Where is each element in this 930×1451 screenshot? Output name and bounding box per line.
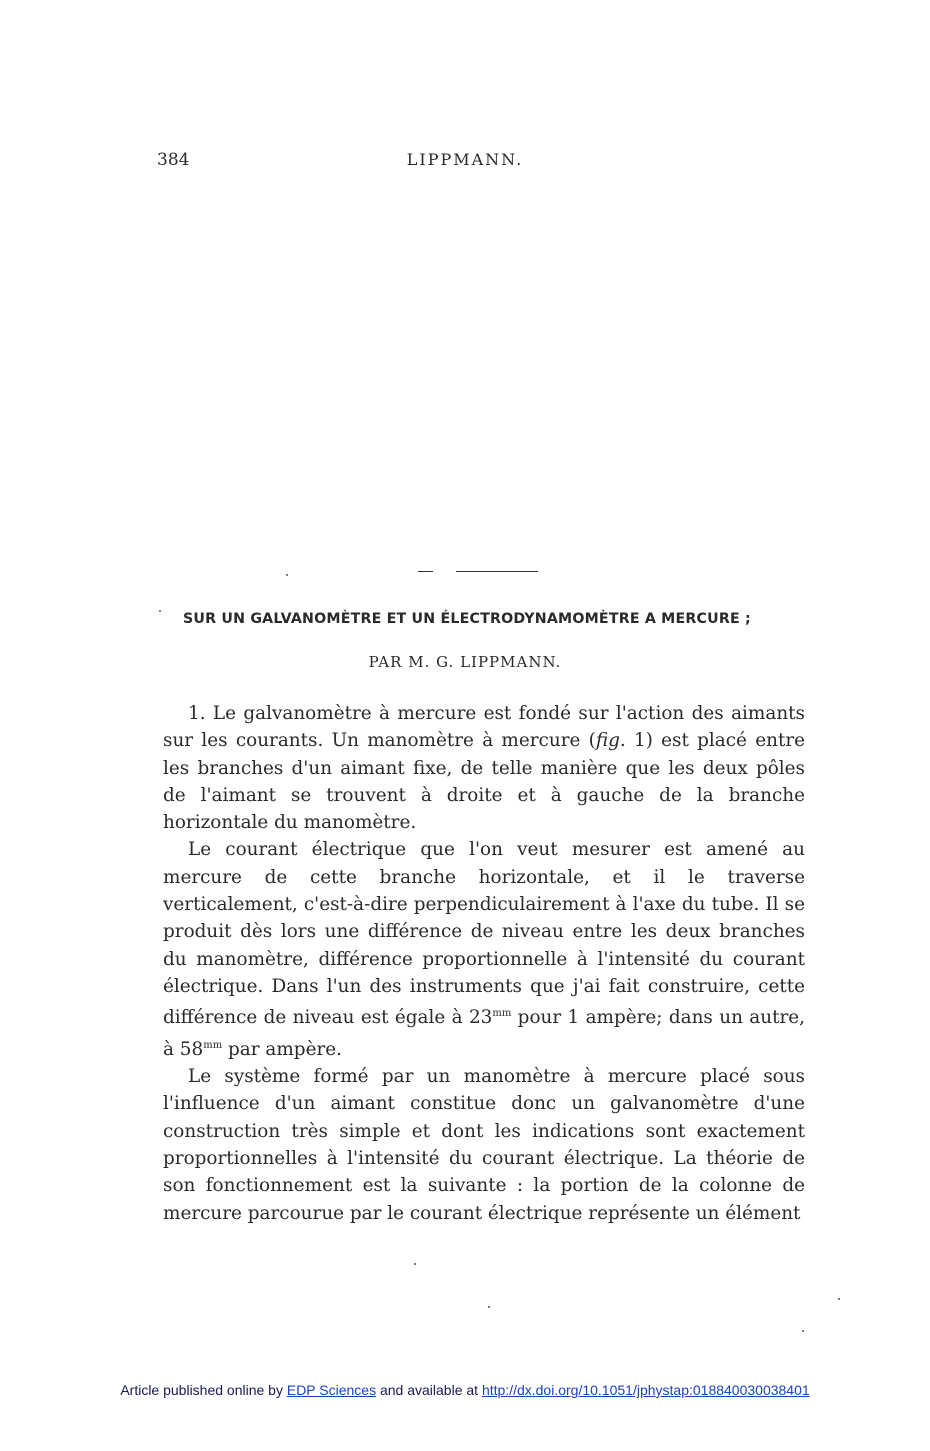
article-title: SUR UN GALVANOMÈTRE ET UN ÉLECTRODYNAMOMÈTRE A MERCURE ; — [183, 611, 751, 627]
unit-superscript: mm — [203, 1039, 223, 1051]
page-number: 384 — [157, 150, 190, 170]
article-body — [163, 700, 805, 1227]
speck — [802, 1330, 804, 1332]
speck — [838, 1298, 840, 1300]
section-number: 1. — [188, 703, 206, 724]
doi-link[interactable]: http://dx.doi.org/10.1051/jphystap:018840030038401 — [481, 1382, 810, 1398]
separator-rule-long — [456, 571, 538, 572]
running-head: LIPPMANN. — [406, 150, 524, 169]
separator-rule-short — [418, 571, 433, 572]
publication-footer: Article published online by EDP Sciences and available at http://dx.doi.org/10.1051/jphystap:018840030038401 — [120, 1382, 810, 1398]
paragraph-1: 1. Le galvanomètre à mercure est fondé sur l'action des aimants sur les courants. Un manomètre à mercure (fig. 1) est placé entre les branches d'un aimant fixe, de telle manière que les deux pôles de l'aimant se trouvent à droite et à gauche de la branche horizontale du manomètre. — [163, 703, 806, 834]
article-byline: PAR M. G. LIPPMANN. — [368, 653, 562, 671]
speck — [286, 574, 288, 576]
speck — [488, 1306, 490, 1308]
paragraph-3: Le système formé par un manomètre à mercure placé sous l'influence d'un aimant constitue donc un galvanomètre d'une construction très simple et dont les indications sont exactement proportionnelles à l'intensité du courant électrique. La théorie de son fonctionnement est la suivante : la portion de la colonne de mercure parcourue par le courant électrique représente un élément — [163, 1066, 805, 1224]
unit-superscript: mm — [492, 1008, 512, 1020]
paragraph-2: Le courant électrique que l'on veut mesurer est amené au mercure de cette branche horizontale, et il le traverse verticalement, c'est-à-dire perpendiculairement à l'axe du tube. Il se produit dès lors une différence de niveau entre les deux branches du manomètre, différence proportionnelle à l'intensité du courant électrique. Dans l'un des instruments que j'ai fait construire, cette différence de niveau est égale à $23^{mm}$ pour 1 ampère; dans un autre, à $58^{mm}$ par ampère. — [163, 839, 805, 1060]
publisher-link[interactable]: EDP Sciences — [286, 1382, 377, 1398]
speck — [159, 610, 161, 612]
figure-reference: fig. — [595, 730, 626, 752]
speck — [414, 1263, 416, 1265]
